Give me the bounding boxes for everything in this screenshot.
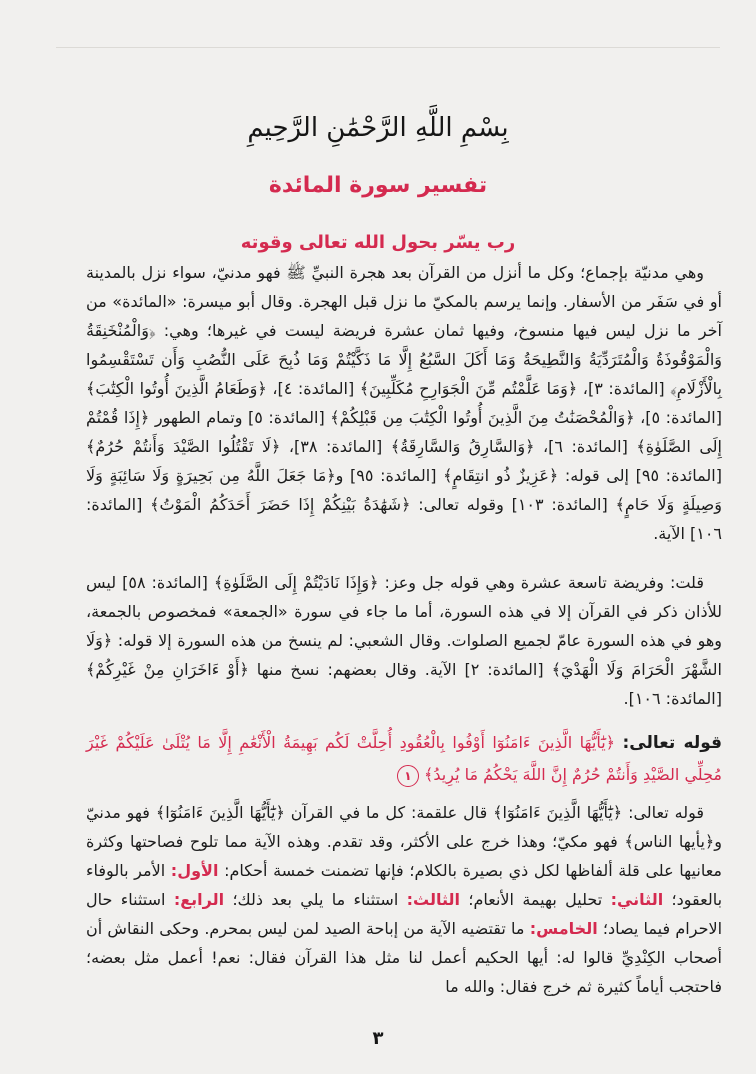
header-rule (56, 47, 720, 48)
commentary-intro: قوله تعالى: ﴿يَٰٓأَيُّهَا الَّذِينَ ءَامَنُوٓا﴾ قال علقمة: كل ما في القرآن ﴿يَٰٓأَيُّهَا الَّذِينَ ءَامَنُوٓا﴾ فهو مدنيّ و﴿يأيها الناس﴾ فهو مكيّ؛ وهذا خرج على الأكثر، وقد تقدم. وهذه الآية مما تلوح فصاحتها وكثرة معانيها على قلة ألفاظها لكل ذي بصيرة بالكلام؛ فإنها تضمنت خمسة أحكام: (86, 803, 722, 880)
surah-title: تفسير سورة المائدة (268, 173, 488, 198)
ruling-text: استثناء ما يلي بعد ذلك؛ (232, 890, 399, 909)
ruling-text: استثناء حال الاحرام فيما يصاد؛ (86, 890, 723, 938)
body-text (86, 258, 722, 1001)
verse-heading (86, 727, 722, 790)
ruling-label: الثاني: (610, 890, 664, 909)
paragraph-surah-intro: وهي مدنيّة بإجماع؛ وكل ما أنزل من القرآن بعد هجرة النبيِّ ﷺ فهو مدنيّ، سواء نزل بالمدينة أو في سَفَر من الأسفار. وإنما يرسم بالمكيّ ما نزل قبل الهجرة. وقال أبو ميسرة: «المائدة» من آخر ما نزل ليس فيها منسوخ، وفيها ثمان عشرة فريضة ليست في غيرها؛ وهي: ﴿وَالْمُنْخَنِقَةُ وَالْمَوْقُوذَةُ وَالْمُتَرَدِّيَةُ وَالنَّطِيحَةُ وَمَا أَكَلَ السَّبُعُ إِلَّا مَا ذَكَّيْتُمْ وَمَا ذُبِحَ عَلَى النُّصُبِ وَأَن تَسْتَقْسِمُوا بِالْأَزْلَامِ﴾ [المائدة: ٣]، ﴿وَمَا عَلَّمْتُم مِّنَ الْجَوَارِحِ مُكَلِّبِينَ﴾ [المائدة: ٤]، ﴿وَطَعَامُ الَّذِينَ أُوتُوا الْكِتَٰبَ﴾ [المائدة: ٥]، ﴿وَالْمُحْصَنَٰتُ مِنَ الَّذِينَ أُوتُوا الْكِتَٰبَ مِن قَبْلِكُمْ﴾ [المائدة: ٥] وتمام الطهور ﴿إِذَا قُمْتُمْ إِلَى الصَّلَوٰةِ﴾ [المائدة: ٦]، ﴿وَالسَّارِقُ وَالسَّارِقَةُ﴾ [المائدة: ٣٨]، ﴿لَا تَقْتُلُوا الصَّيْدَ وَأَنتُمْ حُرُمٌ﴾ [المائدة: ٩٥] إلى قوله: ﴿عَزِيزٌ ذُو انتِقَامٍ﴾ [المائدة: ٩٥] و﴿مَا جَعَلَ اللَّهُ مِن بَحِيرَةٍ وَلَا سَائِبَةٍ وَلَا وَصِيلَةٍ وَلَا حَامٍ﴾ [المائدة: ١٠٣] وقوله تعالى: ﴿شَهَٰدَةُ بَيْنِكُمْ إِذَا حَضَرَ أَحَدَكُمُ الْمَوْتُ﴾ [المائدة: ١٠٦] الآية. (86, 263, 723, 543)
paragraph-commentary (86, 798, 722, 1001)
ruling-text: تحليل بهيمة الأنعام؛ (468, 890, 603, 909)
page-number: ٣ (372, 1028, 384, 1049)
verse-heading-label: قوله تعالى: (622, 733, 722, 753)
ruling-label: الخامس: (529, 919, 598, 938)
ruling-label: الأول: (170, 861, 219, 880)
ruling-label: الرابع: (173, 890, 225, 909)
ruling-text: الأمر بالوفاء بالعقود؛ (86, 861, 723, 909)
basmala: بِسْمِ اللَّهِ الرَّحْمَٰنِ الرَّحِيمِ (247, 113, 509, 143)
opening-supplication: رب يسّر بحول الله تعالى وقوته (240, 232, 516, 253)
verse-number-marker: ١ (397, 765, 419, 787)
ruling-label: الثالث: (406, 890, 461, 909)
verse-text: ﴿يَٰٓأَيُّهَا الَّذِينَ ءَامَنُوٓا أَوْفُوا بِالْعُقُودِ أُحِلَّتْ لَكُم بَهِيمَةُ الْأَنْعَٰمِ إِلَّا مَا يُتْلَىٰ عَلَيْكُمْ غَيْرَ مُحِلِّي الصَّيْدِ وَأَنتُمْ حُرُمٌ إِنَّ اللَّهَ يَحْكُمُ مَا يُرِيدُ﴾ (86, 733, 722, 784)
paragraph-adhan-note: قلت: وفريضة تاسعة عشرة وهي قوله جل وعز: ﴿وَإِذَا نَادَيْتُمْ إِلَى الصَّلَوٰةِ﴾ [المائدة: ٥٨] ليس للأذان ذكر في القرآن إلا في هذه السورة، أما ما جاء في سورة «الجمعة» فمخصوص بالجمعة، وهو في هذه السورة عامّ لجميع الصلوات. وقال الشعبي: لم ينسخ من هذه السورة إلا قوله: ﴿وَلَا الشَّهْرَ الْحَرَامَ وَلَا الْهَدْيَ﴾ [المائدة: ٢] الآية. وقال بعضهم: نسخ منها ﴿أَوْ ءَاخَرَانِ مِنْ غَيْرِكُمْ﴾ [المائدة: ١٠٦]. (86, 573, 722, 708)
commentary-outro: وحكى النقاش أن أصحاب الكِنْدِيِّ قالوا له: أيها الحكيم أعمل لنا مثل هذا القرآن فقال: نعم! أعمل مثل بعضه؛ فاحتجب أياماً كثيرة ثم خرج فقال: والله ما (86, 919, 722, 996)
ruling-text: ما تقتضيه الآية من إباحة الصيد لمن ليس بمحرم. (204, 919, 525, 938)
